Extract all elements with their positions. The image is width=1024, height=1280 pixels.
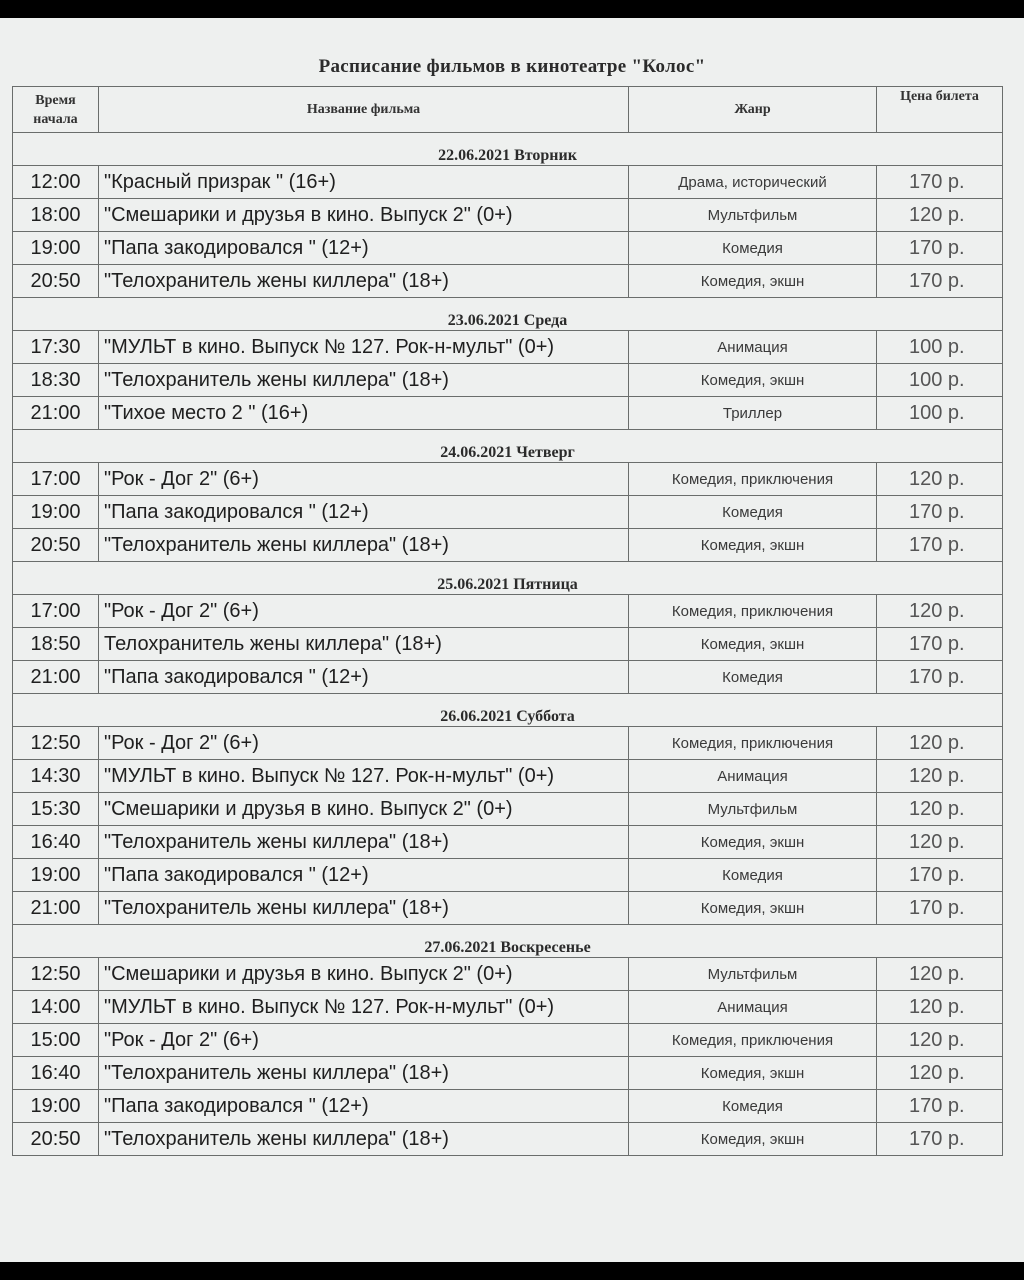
day-label: 27.06.2021 Воскресенье: [13, 925, 1003, 958]
film-title: "Телохранитель жены киллера" (18+): [99, 529, 629, 562]
table-row: [13, 859, 1003, 892]
show-time: 18:30: [13, 364, 99, 397]
show-time: 16:40: [13, 826, 99, 859]
show-time: 14:00: [13, 991, 99, 1024]
ticket-price: 170 р.: [877, 892, 1003, 925]
day-label: 23.06.2021 Среда: [13, 298, 1003, 331]
film-genre: Комедия, экшн: [629, 628, 877, 661]
table-row: [13, 529, 1003, 562]
show-time: 18:00: [13, 199, 99, 232]
film-title: Телохранитель жены киллера" (18+): [99, 628, 629, 661]
table-row: [13, 364, 1003, 397]
ticket-price: 170 р.: [877, 661, 1003, 694]
film-genre: Комедия, приключения: [629, 463, 877, 496]
ticket-price: 170 р.: [877, 232, 1003, 265]
film-genre: Комедия, экшн: [629, 529, 877, 562]
show-time: 19:00: [13, 1090, 99, 1123]
film-title: "Папа закодировался " (12+): [99, 496, 629, 529]
day-label: 26.06.2021 Суббота: [13, 694, 1003, 727]
schedule-body: [13, 133, 1003, 1156]
film-title: "Смешарики и друзья в кино. Выпуск 2" (0+): [99, 958, 629, 991]
table-row: [13, 1123, 1003, 1156]
table-row: [13, 1090, 1003, 1123]
ticket-price: 100 р.: [877, 364, 1003, 397]
show-time: 12:50: [13, 958, 99, 991]
table-row: [13, 793, 1003, 826]
ticket-price: 120 р.: [877, 793, 1003, 826]
film-genre: Комедия: [629, 661, 877, 694]
header-price: Цена билета: [877, 87, 1003, 133]
ticket-price: 170 р.: [877, 166, 1003, 199]
film-genre: Мультфильм: [629, 199, 877, 232]
film-genre: Комедия: [629, 232, 877, 265]
film-genre: Драма, исторический: [629, 166, 877, 199]
film-genre: Комедия: [629, 1090, 877, 1123]
header-time: Время начала: [13, 87, 99, 133]
show-time: 20:50: [13, 1123, 99, 1156]
film-title: "Папа закодировался " (12+): [99, 859, 629, 892]
show-time: 21:00: [13, 892, 99, 925]
ticket-price: 170 р.: [877, 859, 1003, 892]
ticket-price: 120 р.: [877, 1024, 1003, 1057]
film-title: "Смешарики и друзья в кино. Выпуск 2" (0+): [99, 793, 629, 826]
film-genre: Комедия, приключения: [629, 727, 877, 760]
film-title: "Телохранитель жены киллера" (18+): [99, 364, 629, 397]
ticket-price: 100 р.: [877, 331, 1003, 364]
film-title: "Рок - Дог 2" (6+): [99, 1024, 629, 1057]
table-row: [13, 628, 1003, 661]
table-row: [13, 595, 1003, 628]
table-row: [13, 232, 1003, 265]
film-title: "Папа закодировался " (12+): [99, 1090, 629, 1123]
day-label: 25.06.2021 Пятница: [13, 562, 1003, 595]
show-time: 15:30: [13, 793, 99, 826]
film-title: "Красный призрак " (16+): [99, 166, 629, 199]
show-time: 19:00: [13, 232, 99, 265]
table-row: [13, 991, 1003, 1024]
table-row: [13, 661, 1003, 694]
show-time: 14:30: [13, 760, 99, 793]
table-row: [13, 1057, 1003, 1090]
table-row: [13, 892, 1003, 925]
table-row: [13, 496, 1003, 529]
ticket-price: 170 р.: [877, 1123, 1003, 1156]
film-genre: Анимация: [629, 331, 877, 364]
film-title: "Рок - Дог 2" (6+): [99, 595, 629, 628]
film-genre: Комедия, экшн: [629, 265, 877, 298]
table-row: [13, 727, 1003, 760]
table-row: [13, 265, 1003, 298]
show-time: 17:30: [13, 331, 99, 364]
film-title: "МУЛЬТ в кино. Выпуск № 127. Рок-н-мульт" (0+): [99, 760, 629, 793]
film-title: "Телохранитель жены киллера" (18+): [99, 826, 629, 859]
show-time: 20:50: [13, 265, 99, 298]
day-header-row: [13, 298, 1003, 331]
show-time: 16:40: [13, 1057, 99, 1090]
table-row: [13, 958, 1003, 991]
film-title: "Телохранитель жены киллера" (18+): [99, 1057, 629, 1090]
day-header-row: [13, 694, 1003, 727]
show-time: 18:50: [13, 628, 99, 661]
film-genre: Комедия: [629, 859, 877, 892]
film-title: "Тихое место 2 " (16+): [99, 397, 629, 430]
document-page: [0, 18, 1024, 1262]
ticket-price: 120 р.: [877, 1057, 1003, 1090]
table-row: [13, 463, 1003, 496]
day-label: 22.06.2021 Вторник: [13, 133, 1003, 166]
ticket-price: 170 р.: [877, 496, 1003, 529]
ticket-price: 100 р.: [877, 397, 1003, 430]
film-title: "Телохранитель жены киллера" (18+): [99, 892, 629, 925]
film-genre: Анимация: [629, 760, 877, 793]
film-genre: Комедия, экшн: [629, 364, 877, 397]
film-genre: Мультфильм: [629, 793, 877, 826]
table-row: [13, 397, 1003, 430]
film-title: "Телохранитель жены киллера" (18+): [99, 1123, 629, 1156]
film-title: "Папа закодировался " (12+): [99, 661, 629, 694]
film-genre: Комедия, приключения: [629, 1024, 877, 1057]
table-row: [13, 331, 1003, 364]
show-time: 21:00: [13, 661, 99, 694]
day-header-row: [13, 133, 1003, 166]
ticket-price: 120 р.: [877, 826, 1003, 859]
ticket-price: 120 р.: [877, 463, 1003, 496]
film-genre: Анимация: [629, 991, 877, 1024]
film-title: "МУЛЬТ в кино. Выпуск № 127. Рок-н-мульт" (0+): [99, 991, 629, 1024]
day-header-row: [13, 925, 1003, 958]
ticket-price: 120 р.: [877, 727, 1003, 760]
day-header-row: [13, 430, 1003, 463]
ticket-price: 170 р.: [877, 265, 1003, 298]
ticket-price: 120 р.: [877, 595, 1003, 628]
film-title: "Смешарики и друзья в кино. Выпуск 2" (0+): [99, 199, 629, 232]
ticket-price: 170 р.: [877, 1090, 1003, 1123]
table-row: [13, 826, 1003, 859]
show-time: 21:00: [13, 397, 99, 430]
film-title: "Рок - Дог 2" (6+): [99, 463, 629, 496]
day-label: 24.06.2021 Четверг: [13, 430, 1003, 463]
ticket-price: 120 р.: [877, 991, 1003, 1024]
show-time: 17:00: [13, 463, 99, 496]
show-time: 17:00: [13, 595, 99, 628]
table-row: [13, 1024, 1003, 1057]
ticket-price: 170 р.: [877, 529, 1003, 562]
film-title: "Телохранитель жены киллера" (18+): [99, 265, 629, 298]
header-genre: Жанр: [629, 87, 877, 133]
table-row: [13, 760, 1003, 793]
film-genre: Комедия, экшн: [629, 826, 877, 859]
film-genre: Комедия, экшн: [629, 892, 877, 925]
header-film: Название фильма: [99, 87, 629, 133]
film-genre: Мультфильм: [629, 958, 877, 991]
ticket-price: 120 р.: [877, 958, 1003, 991]
film-title: "МУЛЬТ в кино. Выпуск № 127. Рок-н-мульт" (0+): [99, 331, 629, 364]
show-time: 12:50: [13, 727, 99, 760]
film-genre: Комедия: [629, 496, 877, 529]
table-row: [13, 166, 1003, 199]
show-time: 15:00: [13, 1024, 99, 1057]
film-genre: Триллер: [629, 397, 877, 430]
film-genre: Комедия, экшн: [629, 1123, 877, 1156]
film-title: "Рок - Дог 2" (6+): [99, 727, 629, 760]
show-time: 20:50: [13, 529, 99, 562]
film-genre: Комедия, экшн: [629, 1057, 877, 1090]
table-row: [13, 199, 1003, 232]
page-title: Расписание фильмов в кинотеатре "Колос": [318, 56, 706, 77]
ticket-price: 120 р.: [877, 760, 1003, 793]
ticket-price: 120 р.: [877, 199, 1003, 232]
schedule-table: [12, 86, 1003, 1156]
show-time: 19:00: [13, 496, 99, 529]
show-time: 12:00: [13, 166, 99, 199]
ticket-price: 170 р.: [877, 628, 1003, 661]
film-genre: Комедия, приключения: [629, 595, 877, 628]
header-row: [13, 87, 1003, 133]
day-header-row: [13, 562, 1003, 595]
film-title: "Папа закодировался " (12+): [99, 232, 629, 265]
show-time: 19:00: [13, 859, 99, 892]
